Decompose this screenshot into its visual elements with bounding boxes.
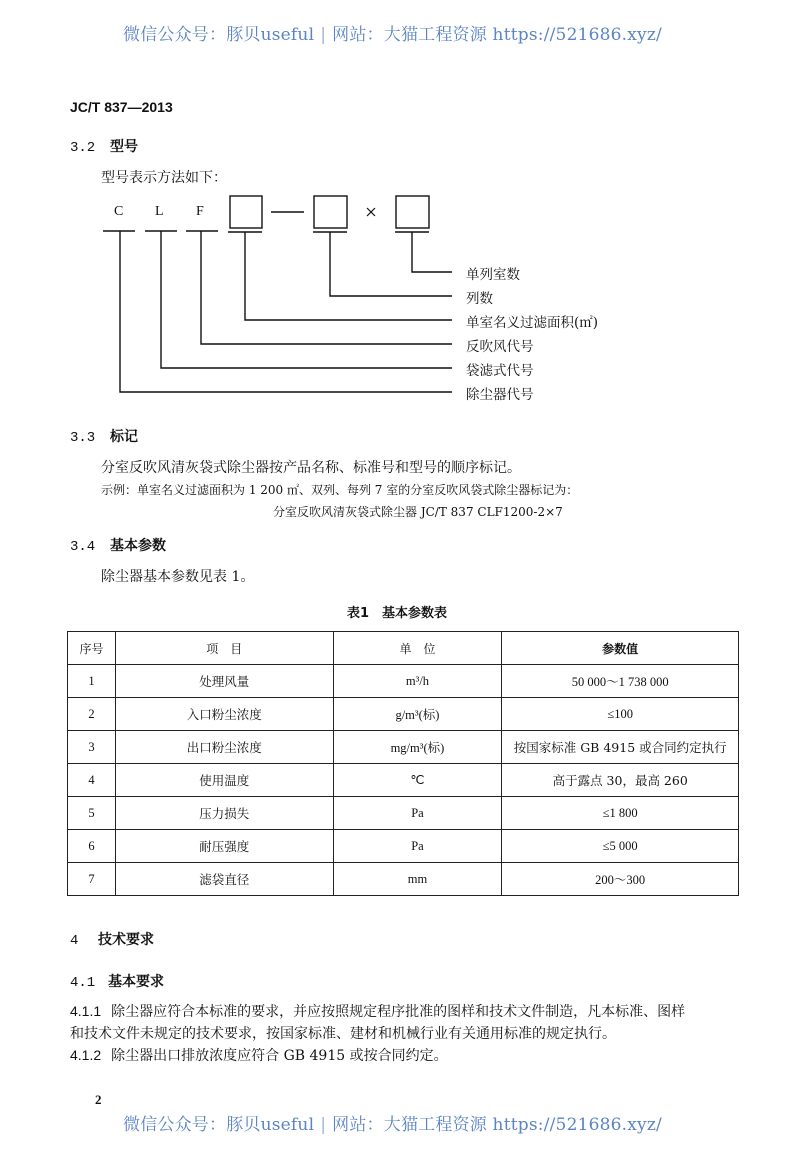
table1-caption: 表1 基本参数表 xyxy=(347,606,448,621)
cell-value: 50 000～1 738 000 xyxy=(502,665,739,698)
table-header-row xyxy=(68,632,739,665)
placeholder-box-rooms xyxy=(396,196,429,228)
cell-unit: ℃ xyxy=(333,764,502,797)
basic-parameters-table xyxy=(67,631,739,896)
basic-params-text: 除尘器基本参数见表 1。 xyxy=(101,569,255,585)
watermark-wechat: 微信公众号：豚贝useful xyxy=(123,25,315,45)
section-3-4-heading xyxy=(70,535,166,555)
placeholder-box-columns xyxy=(314,196,347,228)
page-number: 2 xyxy=(95,1092,102,1107)
cell-value: 200～300 xyxy=(502,863,739,896)
cell-serial: 5 xyxy=(68,797,116,830)
table-row xyxy=(68,797,739,830)
watermark-site-link[interactable]: 网站：大猫工程资源 https://521686.xyz/ xyxy=(332,1115,662,1135)
clause-text-line1: 除尘器应符合本标准的要求，并应按照规定程序批准的图样和技术文件制造，凡本标准、图样 xyxy=(111,1004,686,1020)
cell-serial: 1 xyxy=(68,665,116,698)
section-4-1-heading xyxy=(70,971,164,991)
cell-serial: 6 xyxy=(68,830,116,863)
label-bag-filter-code: 袋滤式代号 xyxy=(466,363,534,379)
cell-unit: Pa xyxy=(333,830,502,863)
cell-item: 入口粉尘浓度 xyxy=(115,698,333,731)
cell-value: ≤1 800 xyxy=(502,797,739,830)
header-item: 项 目 xyxy=(115,632,333,665)
header-value: 参数值 xyxy=(502,632,739,665)
cell-item: 出口粉尘浓度 xyxy=(115,731,333,764)
model-intro-text: 型号表示方法如下： xyxy=(101,170,227,186)
watermark-wechat: 微信公众号：豚贝useful xyxy=(123,1115,315,1135)
section-title: 基本参数 xyxy=(110,538,166,554)
marking-text: 分室反吹风清灰袋式除尘器按产品名称、标准号和型号的顺序标记。 xyxy=(101,460,521,476)
watermark-separator: | xyxy=(320,25,327,45)
section-number: 3.2 xyxy=(70,140,96,156)
section-number: 4.1 xyxy=(70,975,96,991)
cell-item: 耐压强度 xyxy=(115,830,333,863)
header-serial: 序号 xyxy=(68,632,116,665)
section-title: 标记 xyxy=(110,429,138,445)
table-row xyxy=(68,764,739,797)
label-reverse-air-code: 反吹风代号 xyxy=(466,339,534,355)
section-title: 型号 xyxy=(110,139,138,155)
cell-value: 按国家标准 GB 4915 或合同约定执行 xyxy=(502,731,739,764)
cell-unit: g/m³(标) xyxy=(333,698,502,731)
section-3-3-heading xyxy=(70,426,138,446)
table-row xyxy=(68,830,739,863)
cell-value: ≤100 xyxy=(502,698,739,731)
watermark-separator: | xyxy=(320,1115,327,1135)
section-title: 技术要求 xyxy=(98,932,154,948)
section-title: 基本要求 xyxy=(108,974,164,990)
cell-serial: 2 xyxy=(68,698,116,731)
cell-serial: 4 xyxy=(68,764,116,797)
cell-item: 滤袋直径 xyxy=(115,863,333,896)
clause-text-line2: 和技术文件未规定的技术要求，按国家标准、建材和机械行业有关通用标准的规定执行。 xyxy=(70,1026,616,1042)
cell-value: 高于露点 30，最高 260 xyxy=(502,764,739,797)
model-designation-diagram xyxy=(0,0,800,420)
cell-value: ≤5 000 xyxy=(502,830,739,863)
marking-example: 示例：单室名义过滤面积为 1 200 ㎡、双列、每列 7 室的分室反吹风袋式除尘器标记为： xyxy=(101,483,579,497)
clause-4-1-1 xyxy=(70,1000,750,1045)
standard-code: JC/T 837—2013 xyxy=(70,99,173,115)
section-number: 3.3 xyxy=(70,430,96,446)
bottom-watermark xyxy=(123,1110,662,1135)
cell-unit: mg/m³(标) xyxy=(333,731,502,764)
table-row xyxy=(68,698,739,731)
table-row xyxy=(68,665,739,698)
marking-example-mark: 分室反吹风清灰袋式除尘器 JC/T 837 CLF1200-2×7 xyxy=(273,505,563,519)
cell-unit: Pa xyxy=(333,797,502,830)
header-unit: 单 位 xyxy=(333,632,502,665)
table-row xyxy=(68,731,739,764)
cell-unit: m³/h xyxy=(333,665,502,698)
cell-serial: 7 xyxy=(68,863,116,896)
watermark-site-link[interactable]: 网站：大猫工程资源 https://521686.xyz/ xyxy=(332,25,662,45)
label-column-count: 列数 xyxy=(466,291,493,307)
cell-item: 使用温度 xyxy=(115,764,333,797)
cell-item: 处理风量 xyxy=(115,665,333,698)
cell-unit: mm xyxy=(333,863,502,896)
section-number: 4 xyxy=(70,933,79,949)
table-row xyxy=(68,863,739,896)
cell-serial: 3 xyxy=(68,731,116,764)
clause-text: 除尘器出口排放浓度应符合 GB 4915 或按合同约定。 xyxy=(111,1048,448,1064)
label-rooms-per-column: 单列室数 xyxy=(466,267,520,283)
section-number: 3.4 xyxy=(70,539,96,555)
model-letter-c: C xyxy=(114,204,124,219)
label-filter-area: 单室名义过滤面积(㎡) xyxy=(466,315,599,331)
model-letter-f: F xyxy=(196,204,204,219)
placeholder-box-area xyxy=(230,196,262,228)
section-4-heading xyxy=(70,929,154,949)
model-letter-l: L xyxy=(155,204,164,219)
clause-4-1-2 xyxy=(70,1044,448,1067)
clause-number: 4.1.1 xyxy=(70,1003,102,1019)
clause-number: 4.1.2 xyxy=(70,1047,102,1063)
label-dust-collector-code: 除尘器代号 xyxy=(466,387,534,403)
cell-item: 压力损失 xyxy=(115,797,333,830)
